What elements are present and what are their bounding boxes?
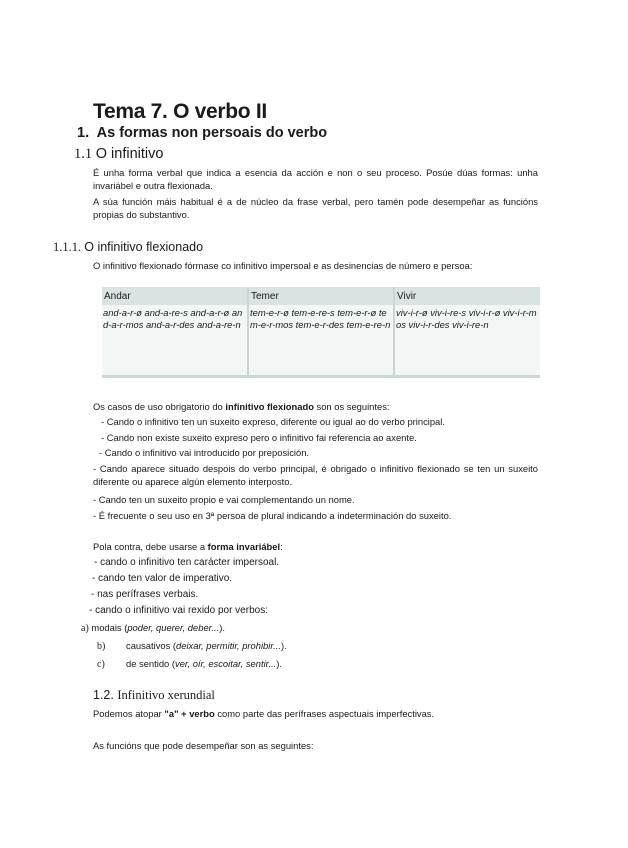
table-row: [102, 305, 540, 377]
invariable-intro: [93, 541, 283, 552]
list-item: - cando ten valor de imperativo.: [92, 573, 233, 584]
sub-marker: a): [81, 623, 89, 634]
uses-intro: [93, 401, 390, 412]
page-title: Tema 7. O verbo II: [93, 100, 267, 123]
section-number: 1.2.: [93, 688, 114, 702]
list-item: - Cando o infinitivo ten un suxeito expreso, diferente ou igual ao do verbo principal.: [101, 416, 445, 427]
table-cell-temer: tem-e-r-ø tem-e-re-s tem-e-r-ø tem-e-r-mos tem-e-r-des tem-e-re-n: [248, 305, 394, 377]
list-item: - Cando non existe suxeito expreso pero o infinitivo fai referencia ao axente.: [101, 432, 417, 443]
sub-examples: deixar, permitir, prohibir...: [176, 640, 281, 651]
section-label: O infinitivo: [95, 146, 164, 162]
list-item: - Cando aparece situado despois do verbo principal, é obrigado o infinitivo flexionado se ten un suxeito diferente ou aparece algún elemento interposto.: [93, 463, 538, 487]
sub-end: ).: [280, 640, 287, 651]
xer-pre: Podemos atopar: [93, 708, 165, 719]
table-cell-andar: and-a-r-ø and-a-re-s and-a-r-ø and-a-r-mos and-a-r-des and-a-re-n: [102, 305, 248, 377]
intro-paragraph-2: A súa función máis habitual é a de núcleo da frase verbal, pero tamén pode desempeñar as funcións propias do substantivo.: [93, 196, 538, 220]
sub-marker: b): [97, 641, 106, 652]
sub-item-modais: [81, 622, 225, 634]
section-1-1-heading: [74, 146, 163, 163]
sub-item-sentido: [97, 658, 282, 670]
section-label: As formas non persoais do verbo: [96, 125, 328, 141]
invariable-intro-post: :: [280, 541, 283, 552]
conjugation-table: [102, 287, 540, 378]
section-number: 1.: [77, 125, 90, 141]
invariable-intro-bold: forma invariábel: [207, 541, 281, 552]
xerundial-paragraph-2: As funcións que pode desempeñar son as seguintes:: [93, 740, 314, 751]
table-cell-vivir: viv-i-r-ø viv-i-re-s viv-i-r-ø viv-i-r-mos viv-i-r-des viv-i-re-n: [394, 305, 540, 377]
list-item: - Cando o infinitivo vai introducido por preposición.: [99, 447, 310, 458]
sub-label: modais (: [91, 622, 128, 633]
xer-bold: "a" + verbo: [164, 708, 215, 719]
sub-label: de sentido (: [126, 658, 175, 669]
sub-marker: c): [97, 659, 105, 670]
section-label: Infinitivo xerundial: [117, 688, 215, 702]
section-number: 1.1: [74, 146, 93, 162]
sub-item-causativos: [97, 640, 287, 652]
section-1-1-1-heading: [53, 240, 203, 255]
invariable-intro-pre: Pola contra, debe usarse a: [93, 541, 208, 552]
section-1-heading: [77, 125, 327, 141]
list-item: - É frecuente o seu uso en 3ª persoa de plural indicando a indeterminación do suxeito.: [93, 510, 452, 521]
section-number: 1.1.1.: [53, 240, 82, 254]
table-header-row: [102, 287, 540, 305]
section-label: O infinitivo flexionado: [84, 240, 204, 254]
flexionado-description: O infinitivo flexionado fórmase co infinitivo impersoal e as desinencias de número e persoa:: [93, 260, 473, 271]
sub-examples: ver, oír, escoitar, sentir...: [175, 658, 277, 669]
table-header-temer: Temer: [248, 287, 394, 305]
xer-post: como parte das perífrases aspectuais imperfectivas.: [214, 708, 435, 719]
sub-examples: poder, querer, deber...: [127, 622, 220, 633]
table-header-andar: Andar: [102, 287, 248, 305]
intro-paragraph-1: É unha forma verbal que indica a esencia da acción e non o seu proceso. Posúe dúas formas: unha invariábel e outra flexionada.: [93, 167, 538, 191]
uses-intro-post: son os seguintes:: [313, 401, 390, 412]
list-item: - nas perífrases verbais.: [91, 589, 199, 600]
uses-intro-pre: Os casos de uso obrigatorio do: [93, 401, 226, 412]
xerundial-paragraph-1: [93, 708, 434, 719]
list-item: - cando o infinitivo vai rexido por verbos:: [89, 605, 268, 616]
sub-label: causativos (: [126, 640, 177, 651]
sub-end: ).: [276, 658, 282, 669]
section-1-2-heading: [93, 688, 215, 703]
list-item: - Cando ten un suxeito propio e vai complementando un nome.: [93, 494, 355, 505]
table-header-vivir: Vivir: [394, 287, 540, 305]
list-item: - cando o infinitivo ten carácter impersoal.: [94, 557, 280, 568]
sub-end: ).: [219, 622, 225, 633]
uses-intro-bold: infinitivo flexionado: [225, 401, 314, 412]
